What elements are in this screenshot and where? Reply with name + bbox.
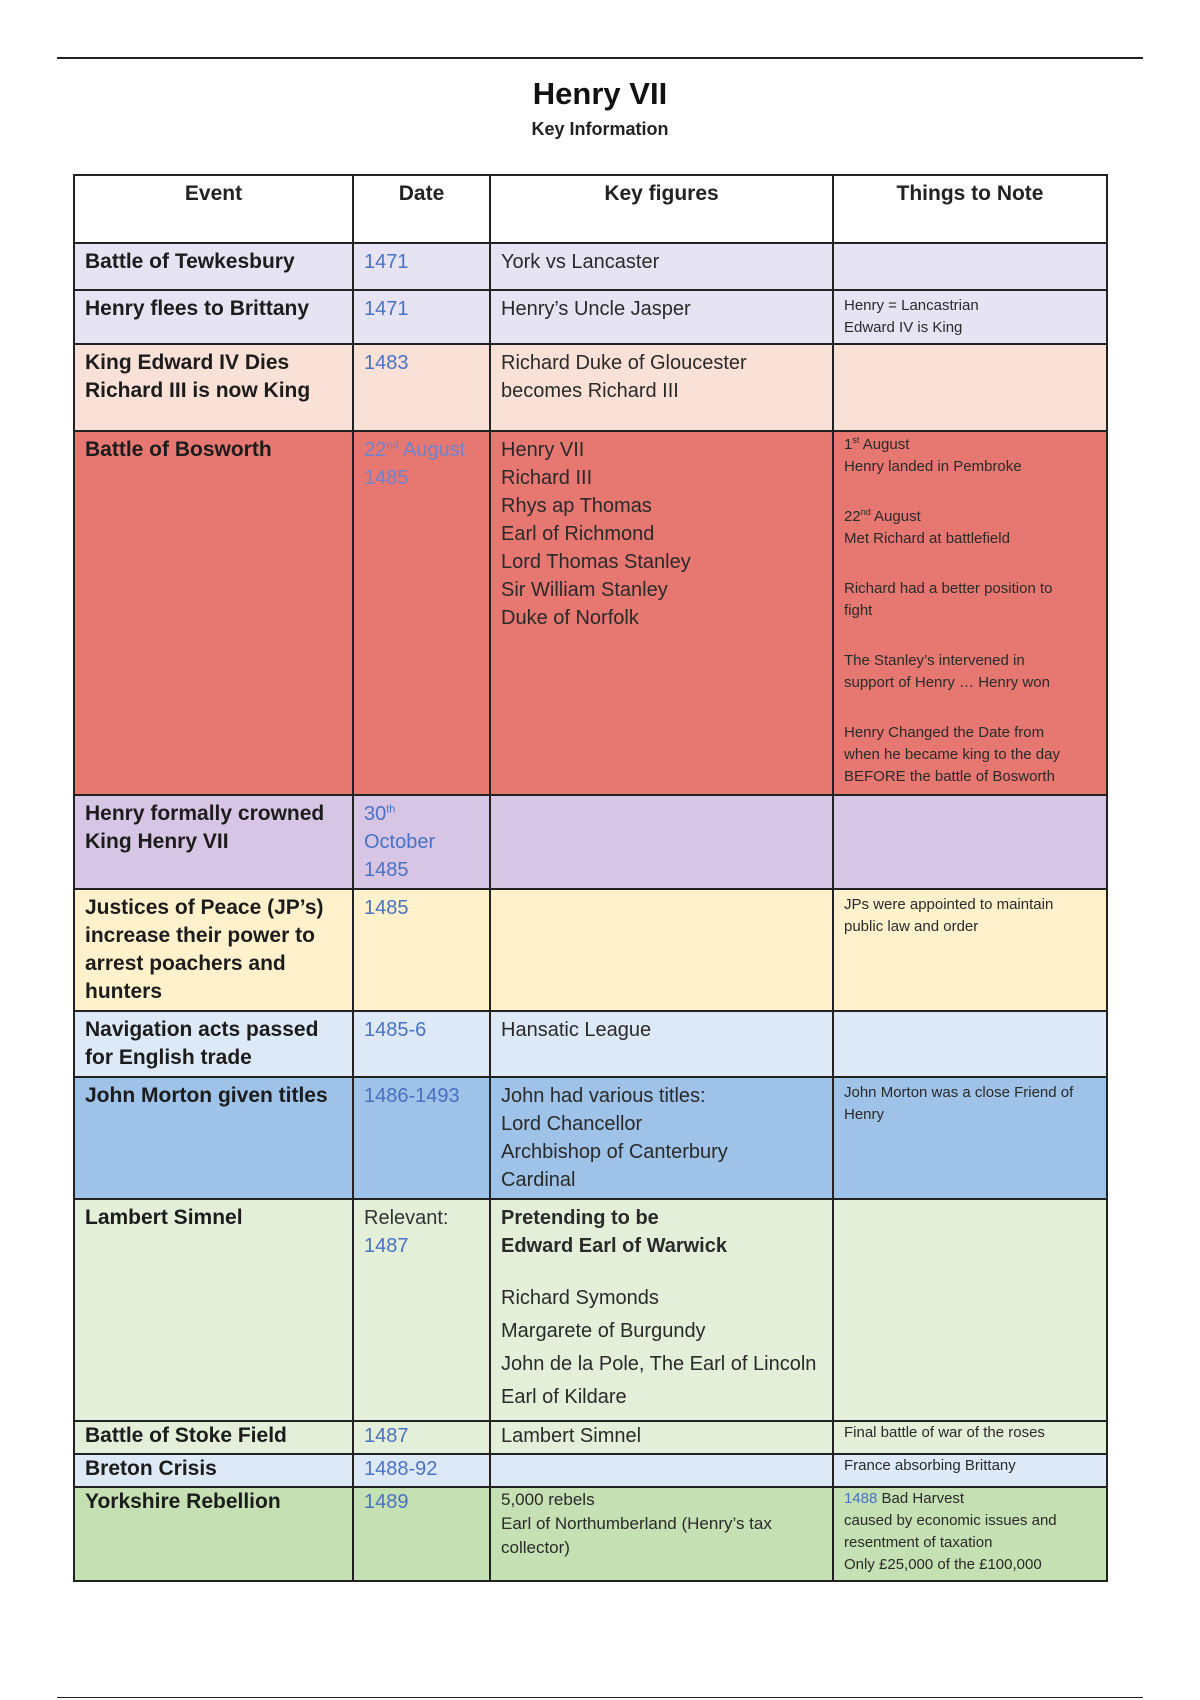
date-cell — [353, 431, 490, 795]
notes-cell — [833, 1077, 1107, 1199]
notes-cell — [833, 1487, 1107, 1581]
note-line: Met Richard at battlefield — [844, 530, 1010, 547]
key-figures-cell — [490, 344, 833, 431]
note-line: public law and order — [844, 918, 979, 935]
note-line: Only £25,000 of the £100,000 — [844, 1556, 1042, 1573]
note-line: Henry = Lancastrian — [844, 297, 979, 314]
header-notes: Things to Note — [833, 175, 1107, 243]
event-cell: John Morton given titles — [74, 1077, 353, 1199]
page-title: Henry VII — [532, 76, 668, 111]
note-line: John Morton was a close Friend of — [844, 1084, 1074, 1101]
header-event: Event — [74, 175, 353, 243]
figure-line: collector) — [501, 1538, 570, 1557]
event-line: Henry formally crowned — [85, 802, 325, 825]
figure-line: Lord Chancellor — [501, 1113, 643, 1135]
figure-line: Richard Duke of Gloucester — [501, 352, 747, 374]
table-row — [74, 290, 1107, 344]
figure-line: Sir William Stanley — [501, 579, 668, 601]
table-row — [74, 344, 1107, 431]
key-figures-cell — [490, 1077, 833, 1199]
notes-cell — [833, 1011, 1107, 1077]
table-row — [74, 1487, 1107, 1581]
note-line: France absorbing Brittany — [844, 1457, 1016, 1474]
figure-line: Duke of Norfolk — [501, 607, 639, 629]
note-line: caused by economic issues and — [844, 1512, 1057, 1529]
date-cell — [353, 795, 490, 889]
event-line: for English trade — [85, 1046, 252, 1069]
figure-line: Henry’s Uncle Jasper — [501, 298, 691, 320]
figure-heading: Edward Earl of Warwick — [501, 1235, 727, 1257]
bottom-rule — [57, 1697, 1143, 1698]
note-line — [844, 506, 1096, 528]
note-line: JPs were appointed to maintain — [844, 896, 1054, 913]
event-cell: Battle of Tewkesbury — [74, 243, 353, 290]
event-line: increase their power to — [85, 924, 315, 947]
date-cell: 1483 — [353, 344, 490, 431]
notes-cell — [833, 431, 1107, 795]
note-text: Bad Harvest — [881, 1490, 965, 1507]
event-cell — [74, 795, 353, 889]
figure-line: Earl of Richmond — [501, 523, 655, 545]
note-line — [844, 1488, 1096, 1510]
event-cell — [74, 889, 353, 1011]
event-line: Justices of Peace (JP’s) — [85, 896, 324, 919]
notes-cell — [833, 344, 1107, 431]
table-row — [74, 1011, 1107, 1077]
key-figures-cell — [490, 1421, 833, 1454]
note-month: August — [874, 508, 921, 525]
note-line — [844, 434, 1096, 456]
notes-cell — [833, 889, 1107, 1011]
note-line: Richard had a better position to — [844, 580, 1053, 597]
figure-line: Cardinal — [501, 1169, 576, 1191]
date-day: 30 — [364, 803, 387, 825]
figure-line: John had various titles: — [501, 1085, 706, 1107]
key-figures-cell — [490, 243, 833, 290]
note-line: Henry — [844, 1106, 885, 1123]
event-line: Richard III is now King — [85, 379, 311, 402]
note-month: August — [862, 436, 910, 453]
date-cell: 1488-92 — [353, 1454, 490, 1487]
note-line: support of Henry … Henry won — [844, 674, 1050, 691]
event-cell: Breton Crisis — [74, 1454, 353, 1487]
date-month: October — [364, 831, 436, 853]
table-row — [74, 1199, 1107, 1421]
note-day: 1 — [844, 436, 853, 453]
date-cell: 1487 — [353, 1421, 490, 1454]
table-row — [74, 431, 1107, 795]
table-row — [74, 1077, 1107, 1199]
note-line: The Stanley’s intervened in — [844, 652, 1025, 669]
note-ordinal: nd — [860, 507, 871, 517]
figure-line: becomes Richard III — [501, 380, 679, 402]
note-year: 1488 — [844, 1490, 878, 1507]
figure-line: Richard III — [501, 467, 593, 489]
date-year: 1487 — [364, 1235, 409, 1257]
table-row — [74, 1454, 1107, 1487]
key-figures-cell — [490, 1487, 833, 1581]
event-cell: Yorkshire Rebellion — [74, 1487, 353, 1581]
date-month: August — [402, 439, 466, 461]
page-subtitle: Key Information — [531, 119, 669, 139]
date-ordinal: nd — [386, 439, 399, 452]
key-figures-cell — [490, 1199, 833, 1421]
key-figures-cell — [490, 795, 833, 889]
figure-line: Archbishop of Canterbury — [501, 1141, 728, 1163]
figure-line: 5,000 rebels — [501, 1490, 595, 1509]
figure-line: John de la Pole, The Earl of Lincoln — [501, 1353, 817, 1375]
note-line: Henry Changed the Date from — [844, 724, 1045, 741]
date-cell: 1485 — [353, 889, 490, 1011]
notes-cell — [833, 1421, 1107, 1454]
note-day: 22 — [844, 508, 861, 525]
note-line: when he became king to the day — [844, 746, 1060, 763]
date-cell: 1485-6 — [353, 1011, 490, 1077]
note-line: fight — [844, 602, 873, 619]
figure-line: Rhys ap Thomas — [501, 495, 652, 517]
event-cell: Lambert Simnel — [74, 1199, 353, 1421]
event-line: arrest poachers and — [85, 952, 286, 975]
date-line — [364, 800, 479, 828]
event-cell: Battle of Bosworth — [74, 431, 353, 795]
table-row — [74, 889, 1107, 1011]
header-key-figures: Key figures — [490, 175, 833, 243]
figure-line: Earl of Kildare — [501, 1386, 627, 1408]
key-figures-cell — [490, 1011, 833, 1077]
key-figures-cell — [490, 1454, 833, 1487]
date-line — [364, 436, 479, 464]
note-ordinal: st — [852, 435, 860, 445]
note-line: Henry landed in Pembroke — [844, 458, 1022, 475]
figure-line: York vs Lancaster — [501, 251, 660, 273]
figure-line: Lord Thomas Stanley — [501, 551, 691, 573]
notes-cell — [833, 1454, 1107, 1487]
note-line: Edward IV is King — [844, 319, 963, 336]
date-cell — [353, 1199, 490, 1421]
figure-line: Hansatic League — [501, 1019, 652, 1041]
table-row — [74, 1421, 1107, 1454]
date-cell: 1486-1493 — [353, 1077, 490, 1199]
notes-cell — [833, 290, 1107, 344]
event-line: King Henry VII — [85, 830, 229, 853]
notes-cell — [833, 243, 1107, 290]
date-year: 1485 — [364, 467, 409, 489]
event-line: Navigation acts passed — [85, 1018, 319, 1041]
date-label: Relevant: — [364, 1207, 449, 1229]
event-cell: Battle of Stoke Field — [74, 1421, 353, 1454]
event-cell — [74, 1011, 353, 1077]
note-line: resentment of taxation — [844, 1534, 993, 1551]
date-cell: 1471 — [353, 290, 490, 344]
key-figures-cell — [490, 889, 833, 1011]
event-cell — [74, 344, 353, 431]
table-row — [74, 795, 1107, 889]
top-rule — [57, 57, 1143, 59]
key-figures-cell — [490, 290, 833, 344]
notes-cell — [833, 1199, 1107, 1421]
figure-line: Margarete of Burgundy — [501, 1320, 706, 1342]
figure-heading: Pretending to be — [501, 1207, 659, 1229]
key-figures-cell — [490, 431, 833, 795]
header-row — [74, 175, 1107, 243]
date-year: 1485 — [364, 859, 409, 881]
figure-line: Lambert Simnel — [501, 1425, 642, 1447]
header-date: Date — [353, 175, 490, 243]
notes-cell — [833, 795, 1107, 889]
date-day: 22 — [364, 439, 387, 461]
date-cell: 1489 — [353, 1487, 490, 1581]
event-line: King Edward IV Dies — [85, 351, 290, 374]
date-ordinal: th — [386, 803, 396, 816]
date-cell: 1471 — [353, 243, 490, 290]
event-cell: Henry flees to Brittany — [74, 290, 353, 344]
note-line: Final battle of war of the roses — [844, 1424, 1045, 1441]
event-line: hunters — [85, 980, 163, 1003]
key-information-table — [73, 174, 1108, 1582]
table-row — [74, 243, 1107, 290]
figure-line: Henry VII — [501, 439, 585, 461]
note-line: BEFORE the battle of Bosworth — [844, 768, 1055, 785]
figure-line: Richard Symonds — [501, 1287, 659, 1309]
figure-line: Earl of Northumberland (Henry’s tax — [501, 1514, 772, 1533]
